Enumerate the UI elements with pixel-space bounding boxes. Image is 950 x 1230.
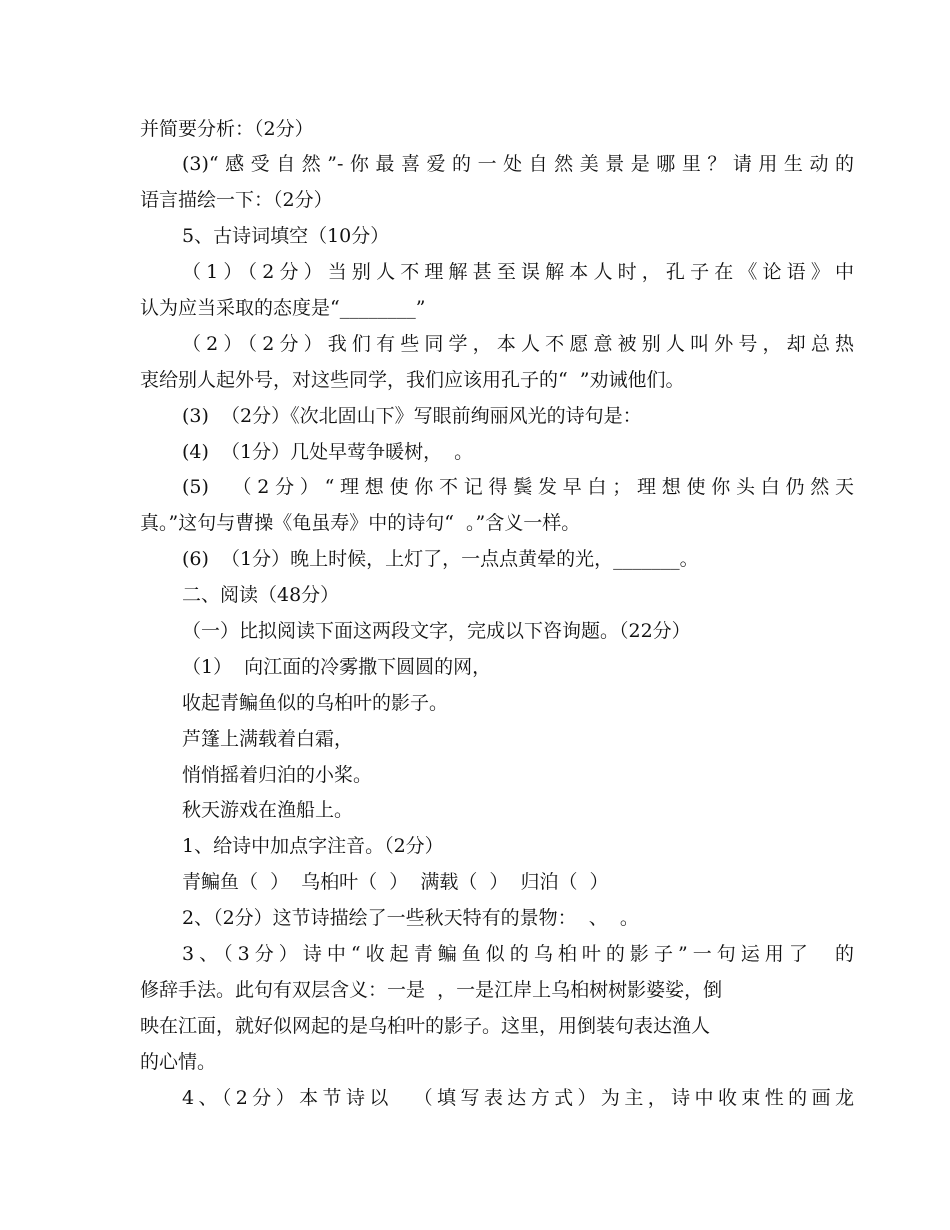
text-line: 1、给诗中加点字注音。（2分） [182, 835, 444, 857]
text-line: 衷给别人起外号，对这些同学，我们应该用孔子的“ ”劝诫他们。 [140, 369, 685, 391]
poem-line: 收起青鳊鱼似的乌桕叶的影子。 [182, 692, 449, 714]
text-line: 真。”这句与曹操《龟虽寿》中的诗句“ 。”含义一样。 [140, 512, 581, 534]
text-line: 语言描绘一下：（2分） [140, 189, 333, 211]
text-line: (5) （2分）“理想使你不记得鬓发早白；理想使你头白仍然天 [182, 476, 854, 498]
section-heading: 二、阅读（48分） [182, 584, 340, 606]
text-line: 2、（2分）这节诗描绘了一些秋天特有的景物： 、 。 [182, 907, 639, 929]
text-line: (3)“感受自然”-你最喜爱的一处自然美景是哪里？请用生动的 [182, 153, 854, 175]
text-line: 青鳊鱼（ ） 乌桕叶（ ） 满载（ ） 归泊（ ） [182, 871, 609, 893]
text-line: (3) （2分）《次北固山下》写眼前绚丽风光的诗句是： [182, 405, 642, 427]
poem-line: 秋天游戏在渔船上。 [182, 799, 354, 821]
text-line: 修辞手法。此句有双层含义：一是 ，一是江岸上乌桕树树影婆娑，倒 [140, 979, 723, 1001]
poem-line: （1） 向江面的冷雾撒下圆圆的网， [182, 656, 492, 678]
text-line: 并简要分析：（2分） [140, 118, 314, 140]
text-line: 认为应当采取的态度是“________” [140, 297, 426, 319]
text-line: （1）（2分）当别人不理解甚至误解本人时，孔子在《论语》中 [182, 261, 854, 283]
text-line: 5、古诗词填空（10分） [182, 225, 390, 247]
text-line: 4、（2分）本节诗以 （填写表达方式）为主，诗中收束性的画龙 [182, 1087, 854, 1109]
text-line: (4) （1分）几处早莺争暖树， 。 [182, 441, 474, 463]
poem-line: 芦篷上满载着白霜， [182, 728, 354, 750]
text-line: (6) （1分）晚上时候，上灯了，一点点黄晕的光，_______。 [182, 548, 699, 570]
text-line: 的心情。 [140, 1051, 217, 1073]
text-line: （一）比拟阅读下面这两段文字，完成以下咨询题。（22分） [182, 620, 691, 642]
text-line: （2）（2分）我们有些同学，本人不愿意被别人叫外号，却总热 [182, 333, 854, 355]
poem-line: 悄悄摇着归泊的小桨。 [182, 764, 373, 786]
text-line: 3、（3分）诗中“收起青鳊鱼似的乌桕叶的影子”一句运用了 的 [182, 943, 854, 965]
text-line: 映在江面，就好似网起的是乌桕叶的影子。这里，用倒装句表达渔人 [140, 1015, 711, 1037]
